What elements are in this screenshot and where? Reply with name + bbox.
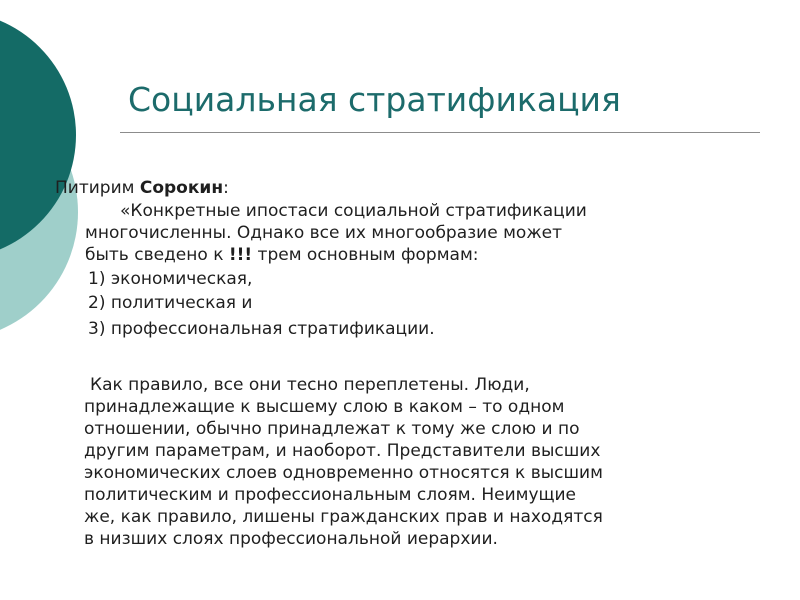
slide-title: Социальная стратификация: [128, 80, 621, 119]
quote-line-text: трем основным формам:: [252, 245, 479, 265]
author-prefix: Питирим: [55, 178, 140, 198]
paragraph-line: же, как правило, лишены гражданских прав и находятся: [84, 507, 603, 527]
author-surname: Сорокин: [139, 178, 224, 198]
paragraph-line: Как правило, все они тесно переплетены. Люди,: [90, 375, 530, 395]
form-item: 2) политическая и: [88, 293, 253, 313]
title-divider: [120, 132, 760, 133]
paragraph-line: принадлежащие к высшему слою в каком – то одном: [84, 397, 565, 417]
paragraph-line: другим параметрам, и наоборот. Представители высших: [84, 441, 601, 461]
paragraph-line: экономических слоев одновременно относятся к высшим: [84, 463, 603, 483]
paragraph-line: политическим и профессиональным слоям. Неимущие: [84, 485, 577, 505]
quote-line: многочисленны. Однако все их многообразие может: [85, 223, 562, 243]
paragraph-line: отношении, обычно принадлежат к тому же слою и по: [84, 419, 580, 439]
quote-line: [85, 244, 479, 267]
quote-line-text: быть сведено к: [85, 245, 229, 265]
form-item: 3) профессиональная стратификации.: [88, 319, 435, 339]
author-suffix: :: [223, 178, 229, 198]
author-line: [55, 177, 229, 200]
form-item: 1) экономическая,: [88, 269, 253, 289]
emphasis-marks: !!!: [228, 245, 253, 265]
quote-line: «Конкретные ипостаси социальной стратификации: [120, 201, 587, 221]
paragraph-line: в низших слоях профессиональной иерархии.: [84, 529, 498, 549]
